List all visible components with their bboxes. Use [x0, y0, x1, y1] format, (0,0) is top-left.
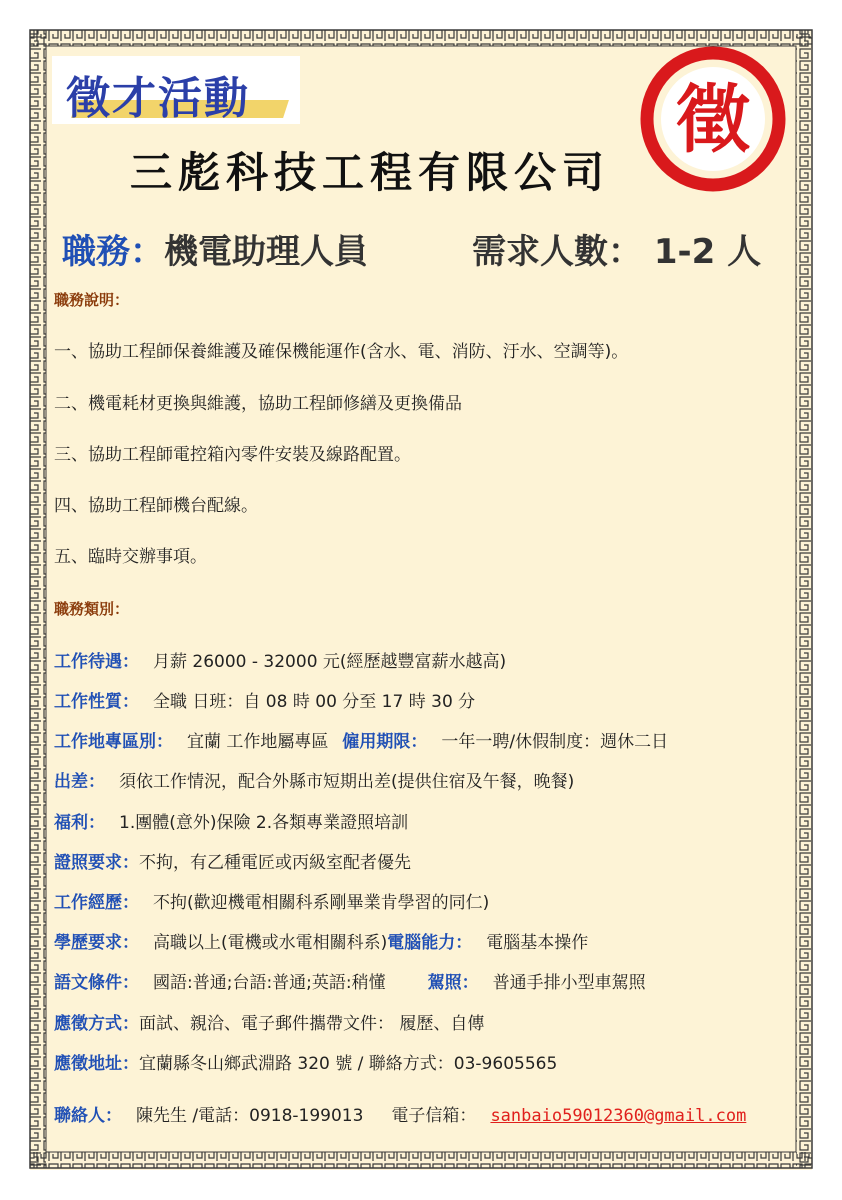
apply-method-label: 應徵方式： — [54, 1014, 139, 1034]
work-type-row — [54, 690, 792, 714]
job-title-row — [62, 224, 792, 274]
salary-row — [54, 650, 792, 674]
license-value: 不拘，有乙種電匠或丙級室配者優先 — [139, 853, 411, 873]
benefit-label: 福利： — [54, 813, 105, 833]
travel-label: 出差： — [54, 772, 105, 792]
computer-skill-value: 電腦基本操作 — [486, 933, 589, 953]
experience-row — [54, 891, 792, 915]
language-label: 語文條件： — [54, 973, 139, 993]
description-heading: 職務說明： — [54, 291, 130, 309]
headcount-label: 需求人數： — [472, 232, 642, 272]
education-label: 學歷要求： — [54, 933, 139, 953]
apply-method-value: 面試、親洽、電子郵件攜帶文件： 履歷、自傳 — [139, 1014, 485, 1034]
description-item: 一、協助工程師保養維護及確保機能運作(含水、電、消防、汙水、空調等)。 — [54, 342, 629, 362]
salary-value: 月薪 26000 - 32000 元(經歷越豐富薪水越高) — [153, 652, 507, 672]
contact-value: 陳先生 /電話：0918-199013 — [136, 1106, 364, 1126]
apply-address-label: 應徵地址： — [54, 1054, 139, 1074]
description-item: 四、協助工程師機台配線。 — [54, 496, 258, 516]
description-item: 五、臨時交辦事項。 — [54, 547, 207, 567]
apply-address-value: 宜蘭縣冬山鄉武淵路 320 號 / 聯絡方式：03-9605565 — [139, 1054, 558, 1074]
work-type-label: 工作性質： — [54, 692, 139, 712]
employment-period-value: 一年一聘/休假制度：週休二日 — [441, 732, 669, 752]
job-label: 職務： — [62, 232, 164, 272]
benefit-value: 1.團體(意外)保險 2.各類專業證照培訓 — [119, 813, 409, 833]
location-row — [54, 730, 792, 754]
travel-value: 須依工作情況，配合外縣市短期出差(提供住宿及午餐，晚餐) — [119, 772, 575, 792]
description-item: 三、協助工程師電控箱內零件安裝及線路配置。 — [54, 445, 411, 465]
banner-title: 徵才活動 — [66, 73, 250, 124]
recruitment-banner — [52, 56, 300, 124]
license-row — [54, 851, 792, 875]
benefit-row — [54, 811, 792, 835]
education-row — [54, 931, 792, 955]
headcount — [472, 224, 761, 273]
experience-label: 工作經歷： — [54, 893, 139, 913]
stamp-character: 徵 — [676, 77, 750, 163]
salary-label: 工作待遇： — [54, 652, 139, 672]
company-name: 三彪科技工程有限公司 — [130, 148, 611, 197]
driving-license-label: 駕照： — [427, 973, 479, 993]
contact-label: 聯絡人： — [54, 1106, 122, 1126]
apply-address-row — [54, 1052, 792, 1076]
language-row — [54, 971, 792, 995]
email-label: 電子信箱： — [391, 1106, 477, 1126]
contact-email-link[interactable]: sanbaio59012360@gmail.com — [490, 1106, 747, 1126]
category-heading: 職務類別： — [54, 600, 130, 618]
language-value: 國語:普通;台語:普通;英語:稍懂 — [153, 973, 386, 993]
contact-row — [54, 1104, 792, 1128]
apply-method-row — [54, 1012, 792, 1036]
recruit-stamp-icon — [638, 44, 788, 194]
computer-skill-label: 電腦能力： — [387, 933, 473, 953]
location-label: 工作地專區別： — [54, 732, 173, 752]
employment-period-label: 僱用期限： — [342, 732, 428, 752]
headcount-value: 1-2 人 — [653, 232, 762, 272]
job-title: 機電助理人員 — [164, 232, 368, 272]
experience-value: 不拘(歡迎機電相關科系剛畢業肯學習的同仁) — [153, 893, 490, 913]
description-item: 二、機電耗材更換與維護，協助工程師修繕及更換備品 — [54, 394, 462, 414]
driving-license-value: 普通手排小型車駕照 — [492, 973, 646, 993]
license-label: 證照要求： — [54, 853, 139, 873]
location-value: 宜蘭 工作地屬專區 — [187, 732, 329, 752]
education-value: 高職以上(電機或水電相關科系) — [153, 933, 388, 953]
work-type-value: 全職 日班：自 08 時 00 分至 17 時 30 分 — [153, 692, 476, 712]
travel-row — [54, 770, 792, 794]
